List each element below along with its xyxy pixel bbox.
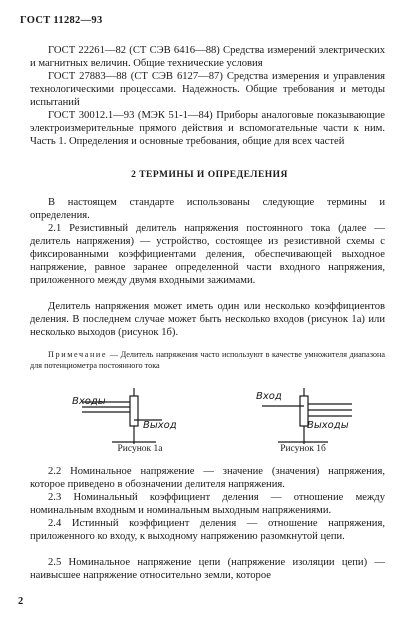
- figure-1a: [62, 386, 192, 446]
- note-paragraph: [30, 349, 385, 371]
- intro-paragraph: В настоящем стандарте использованы следующие термины и определения.: [30, 197, 385, 221]
- figure-1a-output-label: Выход: [143, 420, 177, 431]
- term-2-3: 2.3 Номинальный коэффициент деления — отношение между номинальным входным и номинальным выходным напряжениями.: [30, 492, 385, 516]
- figure-1b-caption: Рисунок 1б: [280, 444, 326, 454]
- term-2-5: 2.5 Номинальное напряжение цепи (напряжение изоляции цепи) — наивысшее напряжение относительно земли, которое: [30, 557, 385, 581]
- term-2-4: 2.4 Истинный коэффициент деления — отношение напряжения, приложенного ко входу, к выходному напряжению разомкнутой цепи.: [30, 518, 385, 542]
- figure-1a-caption: Рисунок 1а: [117, 444, 163, 454]
- figure-1a-inputs-label: Входы: [72, 396, 106, 407]
- reference-gost-30012: ГОСТ 30012.1—93 (МЭК 51-1—84) Приборы аналоговые показывающие электроизмерительные прямого действия и вспомогательные части к ним. Часть 1. Определения и основные требования, общие для всех частей: [30, 110, 385, 147]
- term-2-2: 2.2 Номинальное напряжение — значение (значения) напряжения, которое приведено в обозначении делителя напряжения.: [30, 466, 385, 490]
- term-2-1-continuation: Делитель напряжения может иметь один или несколько коэффициентов деления. В последнем случае может быть несколько входов (рисунок 1а) или несколько выходов (рисунок 1б).: [30, 301, 385, 338]
- figure-1b-outputs-label: Выходы: [307, 420, 349, 431]
- reference-gost-22261: ГОСТ 22261—82 (СТ СЭВ 6416—88) Средства измерений электрических и магнитных величин. Общие технические условия: [30, 45, 385, 69]
- term-2-1: 2.1 Резистивный делитель напряжения постоянного тока (далее — делитель напряжения) — устройство, состоящее из резистивной схемы с фиксированными коэффициентами деления, обеспечивающей выходное напряжение, равное заранее определенной части входного напряжения, приложенного между двумя входными зажимами.: [30, 223, 385, 286]
- page-number: 2: [18, 596, 24, 607]
- resistor-body: [130, 396, 138, 426]
- note-text: — Делитель напряжения часто используют в качестве умножителя диапазона для потенциометра постоянного тока: [30, 350, 385, 370]
- document-header-code: ГОСТ 11282—93: [20, 15, 103, 26]
- figure-1a-diagram: [62, 386, 192, 446]
- figure-1b-input-label: Вход: [256, 391, 282, 402]
- reference-gost-27883: ГОСТ 27883—88 (СТ СЭВ 6127—87) Средства измерения и управления технологическими процессами. Надежность. Общие требования и методы испытаний: [30, 71, 385, 108]
- section-title: 2 ТЕРМИНЫ И ОПРЕДЕЛЕНИЯ: [131, 170, 288, 180]
- note-label: Примечание: [48, 350, 108, 359]
